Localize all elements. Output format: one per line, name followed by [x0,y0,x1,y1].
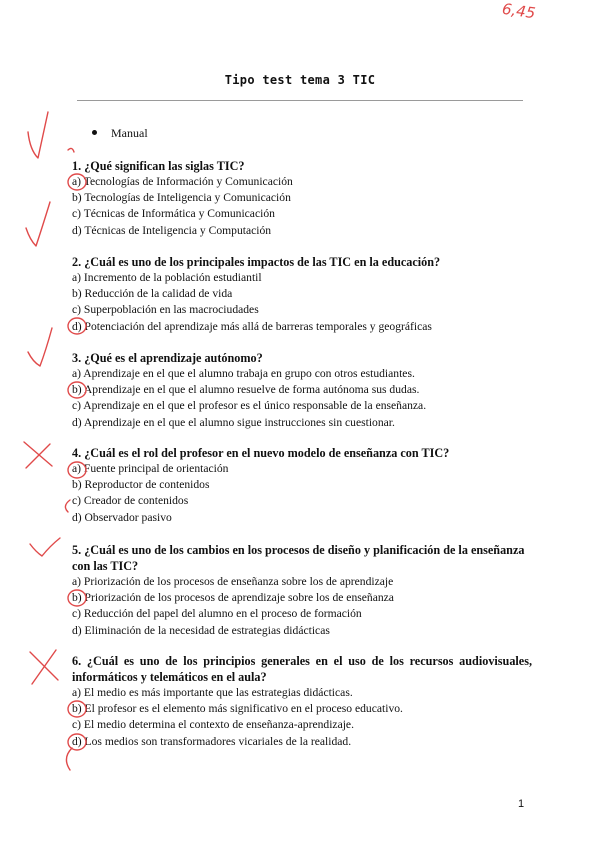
check-mark-icon [28,328,52,366]
option-a[interactable]: a) El medio es más importante que las estrategias didácticas. [72,686,353,699]
option-b[interactable]: b) Priorización de los procesos de aprendizaje sobre los de enseñanza [72,591,394,605]
question-title: 1. ¿Qué significan las siglas TIC? [72,159,245,173]
bullet-text: Manual [111,126,148,140]
question-title: 5. ¿Cuál es uno de los cambios en los procesos de diseño y planificación de la enseñanza con las TIC? [72,543,525,573]
option-d[interactable]: d) Observador pasivo [72,510,172,524]
check-mark-icon [26,202,50,246]
check-mark-icon [28,112,48,158]
option-b[interactable]: b) Aprendizaje en el que el alumno resuelve de forma autónoma sus dudas. [72,383,420,397]
arc-mark-icon [65,500,70,512]
option-a[interactable]: a) Priorización de los procesos de enseñanza sobre los de aprendizaje [72,575,394,588]
option-c[interactable]: c) El medio determina el contexto de enseñanza-aprendizaje. [72,718,354,732]
check-mark-icon [30,538,60,556]
option-c[interactable]: c) Reducción del papel del alumno en el proceso de formación [72,607,362,621]
handwritten-score: 6,45 [500,0,537,23]
cross-mark-icon [30,650,58,684]
question-title: 3. ¿Qué es el aprendizaje autónomo? [72,351,263,365]
option-a[interactable]: a) Tecnologías de Información y Comunicación [72,175,293,188]
bullet-item [92,126,148,141]
option-c[interactable]: c) Superpoblación en las macrociudades [72,303,259,317]
option-a[interactable]: a) Incremento de la población estudiantil [72,271,262,284]
question-6 [72,653,532,750]
question-1 [72,158,532,239]
option-b[interactable]: b) El profesor es el elemento más significativo en el proceso educativo. [72,702,403,716]
option-c[interactable]: c) Técnicas de Informática y Comunicación [72,207,275,221]
option-d[interactable]: d) Eliminación de la necesidad de estrategias didácticas [72,623,330,637]
arc-mark-icon [66,748,72,770]
question-4 [72,445,532,526]
question-2 [72,254,532,335]
cross-mark-icon [24,442,52,468]
page-title: Tipo test tema 3 TIC [224,73,376,87]
option-a[interactable]: a) Aprendizaje en el que el alumno trabaja en grupo con otros estudiantes. [72,367,415,380]
option-d[interactable]: d) Aprendizaje en el que el alumno sigue instrucciones sin cuestionar. [72,415,395,429]
question-5 [72,542,532,639]
option-a[interactable]: a) Fuente principal de orientación [72,462,229,475]
option-d[interactable]: d) Técnicas de Inteligencia y Computación [72,223,272,237]
page-number: 1 [518,798,525,810]
option-b[interactable]: b) Reproductor de contenidos [72,478,210,492]
option-c[interactable]: c) Creador de contenidos [72,494,189,508]
bullet-dot-icon [92,130,97,135]
title-divider [77,100,523,101]
arc-mark-icon [68,148,74,152]
option-b[interactable]: b) Tecnologías de Inteligencia y Comunicación [72,191,291,205]
question-title: 2. ¿Cuál es uno de los principales impactos de las TIC en la educación? [72,255,441,269]
option-d[interactable]: d) Los medios son transformadores vicariales de la realidad. [72,734,352,748]
question-3 [72,350,532,431]
question-title: 4. ¿Cuál es el rol del profesor en el nuevo modelo de enseñanza con TIC? [72,446,450,460]
option-d[interactable]: d) Potenciación del aprendizaje más allá de barreras temporales y geográficas [72,319,432,333]
option-c[interactable]: c) Aprendizaje en el que el profesor es el único responsable de la enseñanza. [72,399,427,413]
question-title: 6. ¿Cuál es uno de los principios generales en el uso de los recursos audiovisuales, informáticos y telemáticos en el aula? [72,654,532,684]
option-b[interactable]: b) Reducción de la calidad de vida [72,287,233,301]
